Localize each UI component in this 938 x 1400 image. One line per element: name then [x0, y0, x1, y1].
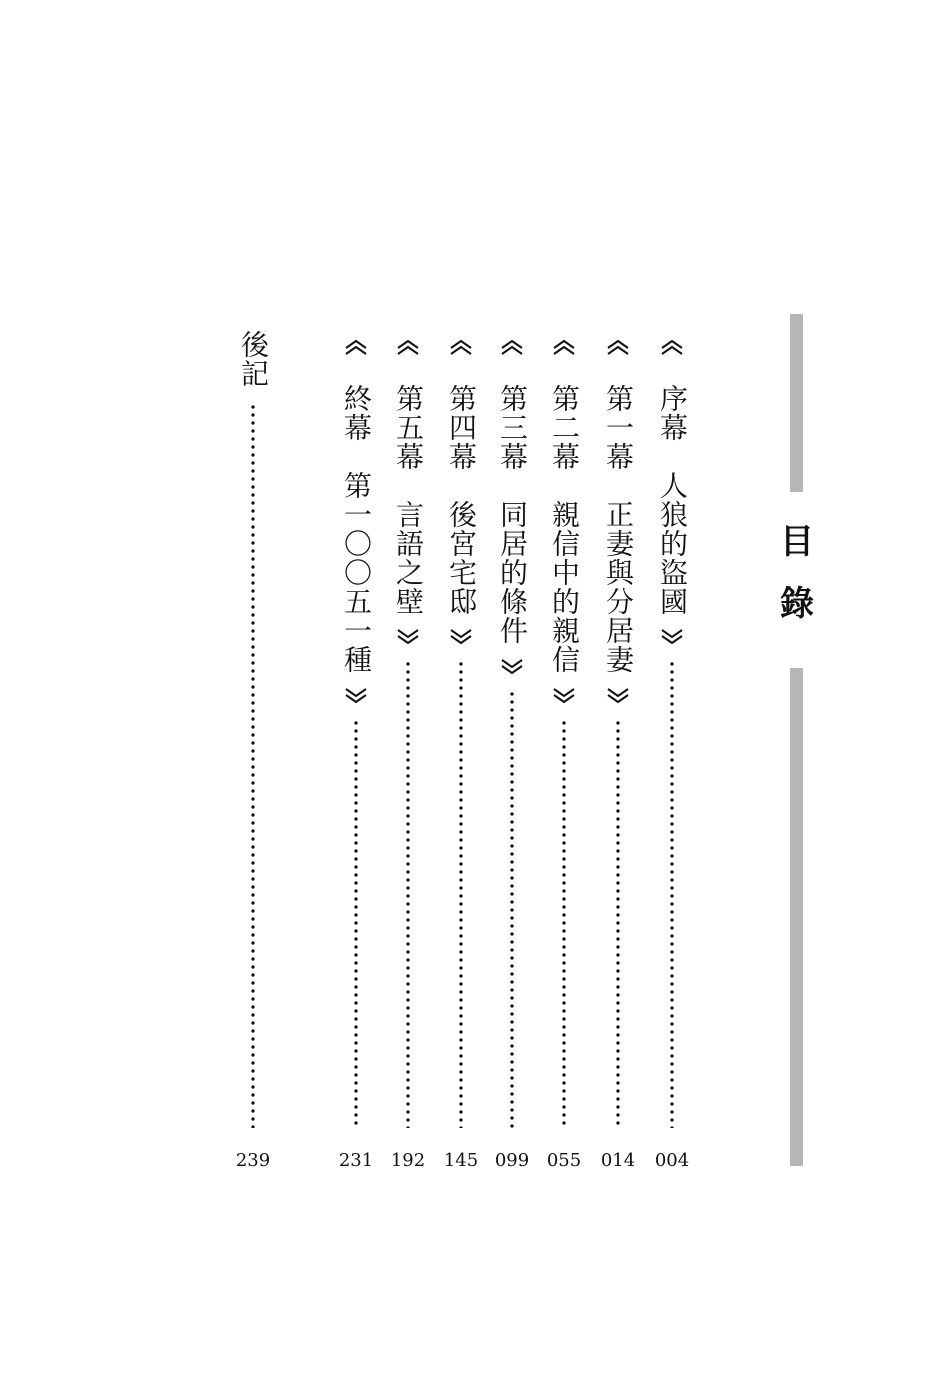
- close-bracket-icon: [660, 628, 684, 646]
- close-bracket-icon: [344, 687, 368, 705]
- open-bracket-icon: [344, 338, 368, 356]
- entry-page-number: 231: [338, 1150, 374, 1171]
- close-bracket-icon: [396, 628, 420, 646]
- entry-title: 終幕 第一〇〇五一種: [340, 384, 373, 674]
- entry-page-number: 055: [546, 1150, 582, 1171]
- open-bracket-icon: [552, 338, 576, 356]
- close-bracket-icon: [449, 628, 473, 646]
- leader-dots: [406, 660, 410, 1128]
- leader-dots: [459, 660, 463, 1128]
- entry-page-number: 099: [494, 1150, 530, 1171]
- heading-bar-bottom: [790, 668, 803, 1166]
- entry-title: 序幕 人狼的盜國: [656, 384, 689, 616]
- leader-dots: [251, 403, 255, 1128]
- open-bracket-icon: [396, 338, 420, 356]
- afterword-title: 後記: [237, 330, 270, 388]
- leader-dots: [562, 719, 566, 1128]
- close-bracket-icon: [606, 687, 630, 705]
- open-bracket-icon: [500, 338, 524, 356]
- afterword-page-number: 239: [235, 1150, 271, 1171]
- entry-page-number: 145: [443, 1150, 479, 1171]
- entry-title: 第四幕 後宮宅邸: [445, 384, 478, 616]
- open-bracket-icon: [449, 338, 473, 356]
- toc-heading-char: 錄: [780, 584, 814, 624]
- entry-title: 第一幕 正妻與分居妻: [602, 384, 635, 674]
- entry-title: 第五幕 言語之壁: [392, 384, 425, 616]
- heading-bar-top: [790, 314, 803, 492]
- close-bracket-icon: [500, 658, 524, 676]
- leader-dots: [616, 719, 620, 1128]
- leader-dots: [354, 719, 358, 1128]
- toc-heading: [773, 522, 821, 624]
- leader-dots: [510, 690, 514, 1129]
- open-bracket-icon: [606, 338, 630, 356]
- toc-heading-char: 目: [780, 522, 814, 562]
- entry-page-number: 192: [390, 1150, 426, 1171]
- entry-title: 第三幕 同居的條件: [496, 384, 529, 645]
- entry-page-number: 014: [600, 1150, 636, 1171]
- entry-page-number: 004: [654, 1150, 690, 1171]
- close-bracket-icon: [552, 687, 576, 705]
- leader-dots: [670, 660, 674, 1128]
- open-bracket-icon: [660, 338, 684, 356]
- entry-title: 第二幕 親信中的親信: [548, 384, 581, 674]
